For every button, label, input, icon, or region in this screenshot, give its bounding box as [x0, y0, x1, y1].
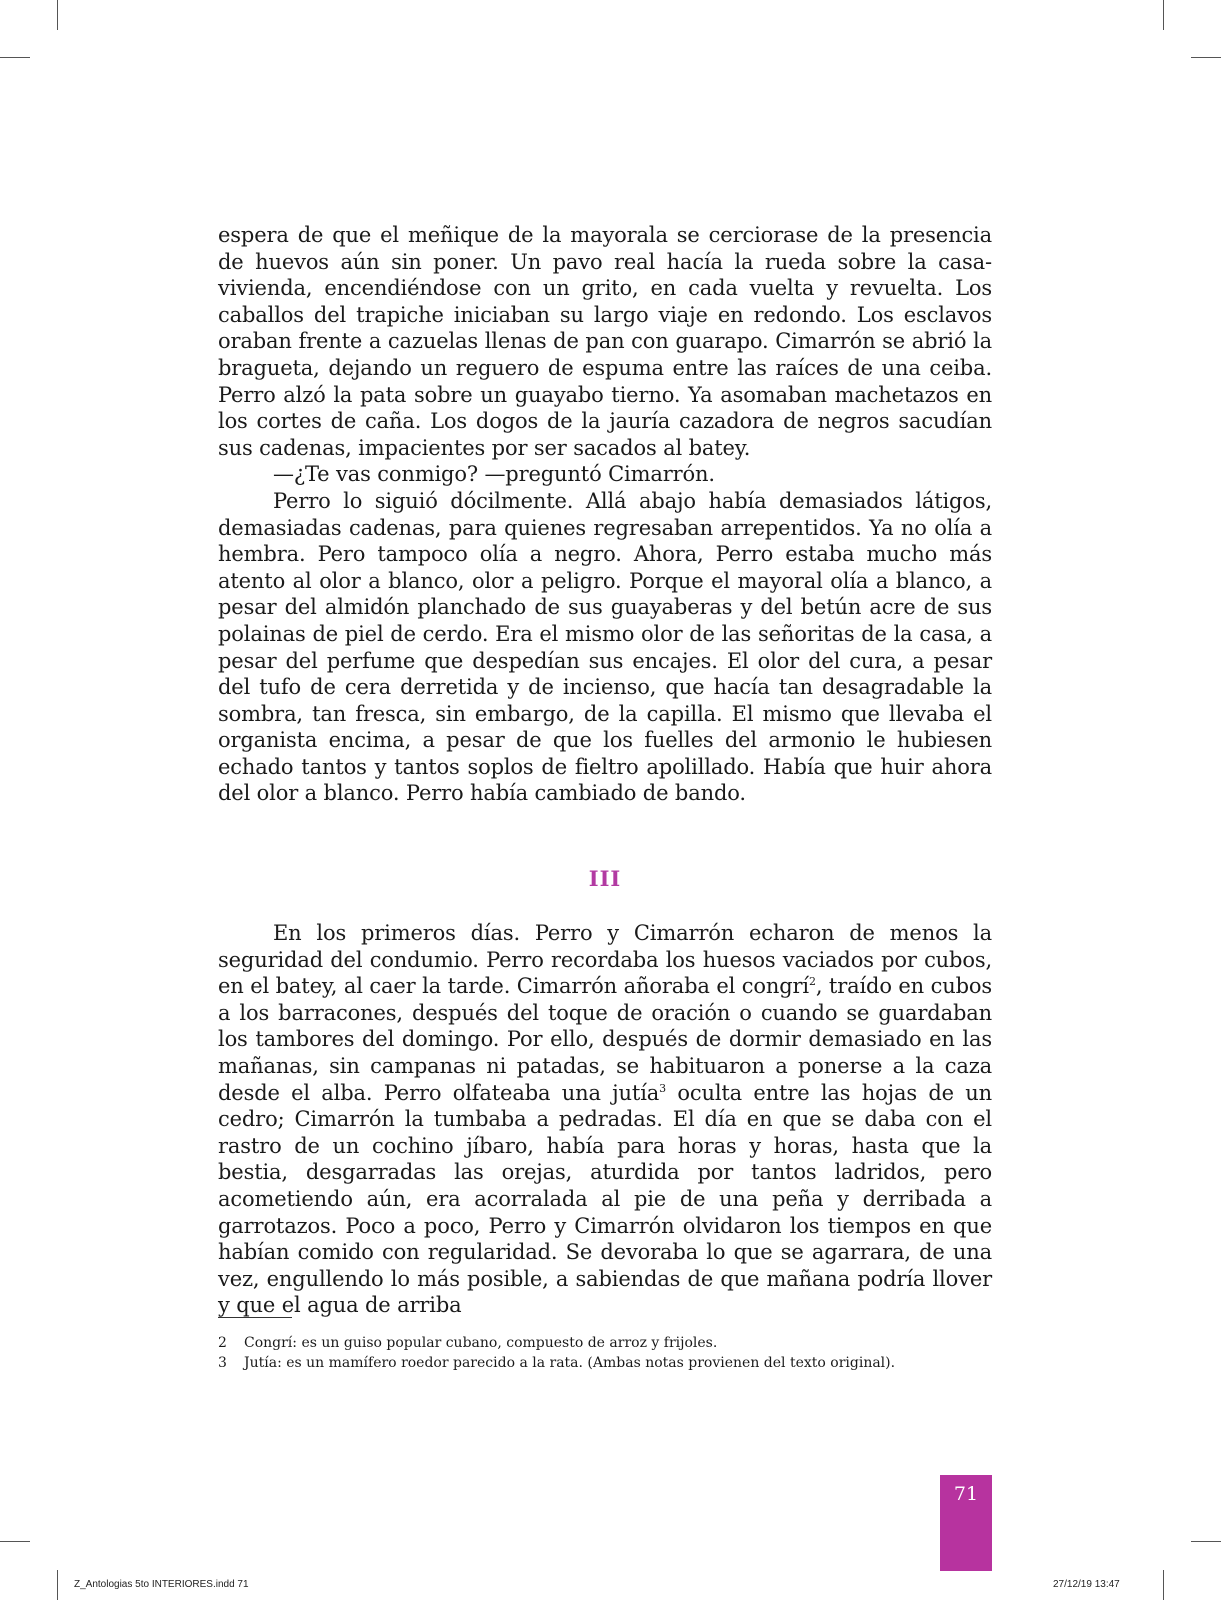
page-number: 71 — [953, 1483, 979, 1505]
paragraph-continued: espera de que el meñique de la mayorala se cerciorase de la presencia de huevos aún sin poner. Un pavo real hacía la rueda sobre la casa-vivienda, encendiéndose con un grito, en cada vuelta y revuelta. Los caballos del trapiche iniciaban su largo viaje en redondo. Los esclavos oraban frente a cazuelas llenas de pan con guarapo. Cimarrón se abrió la bragueta, dejando un reguero de espuma entre las raíces de una ceiba. Perro alzó la pata sobre un guayabo tierno. Ya asomaban machetazos en los cortes de caña. Los dogos de la jauría cazadora de negros sacudían sus cadenas, impacientes por ser sacados al batey. — [218, 223, 992, 460]
body-text-before-section — [218, 222, 992, 807]
crop-mark-bottom-right-h — [1191, 1541, 1221, 1542]
section-text-part-1: En los primeros días. Perro y Cimarrón echaron de menos la seguridad del condumio. Perro recordaba los huesos vaciados por cubos, en el batey, al caer la tarde. Cimarrón añoraba el congrí — [218, 921, 992, 999]
slug-filename: Z_Antologias 5to INTERIORES.indd 71 — [74, 1579, 249, 1590]
footnote-number: 3 — [218, 1355, 227, 1371]
paragraph: Perro lo siguió dócilmente. Allá abajo había demasiados látigos, demasiadas cadenas, para quienes regresaban arrepentidos. Ya no olía a hembra. Pero tampoco olía a negro. Ahora, Perro estaba mucho más atento al olor a blanco, olor a peligro. Porque el mayoral olía a blanco, a pesar del almidón planchado de sus guayaberas y del betún acre de sus polainas de piel de cerdo. Era el mismo olor de las señoritas de la casa, a pesar del perfume que despedían sus encajes. El olor del cura, a pesar del tufo de cera derretida y de incienso, que hacía tan desagradable la sombra, tan fresca, sin embargo, de la capilla. El mismo que llevaba el organista encima, a pesar de que los fuelles del armonio le hubiesen echado tantos y tantos soplos de fieltro apolillado. Había que huir ahora del olor a blanco. Perro había cambiado de bando. — [218, 488, 992, 806]
footnote-item — [218, 1353, 998, 1373]
footnote-ref-2: 2 — [808, 975, 816, 989]
footnote-text: Congrí: es un guiso popular cubano, compuesto de arroz y frijoles. — [244, 1335, 718, 1351]
crop-mark-bottom-left — [57, 1570, 58, 1600]
crop-mark-top-right — [1163, 0, 1164, 30]
crop-mark-bottom-left-h — [0, 1541, 30, 1542]
footnote-text: Jutía: es un mamífero roedor parecido a la rata. (Ambas notas provienen del texto original). — [244, 1355, 896, 1371]
footnotes — [218, 1333, 998, 1373]
section-heading: III — [588, 866, 622, 891]
footnote-ref-3: 3 — [659, 1081, 666, 1095]
crop-mark-bottom-right — [1163, 1570, 1164, 1600]
page-number-tab — [940, 1475, 992, 1571]
crop-mark-top-left-h — [0, 57, 30, 58]
dialogue-line: —¿Te vas conmigo? —preguntó Cimarrón. — [273, 462, 715, 487]
footnote-divider — [218, 1317, 292, 1318]
section-text-part-2: , traído en cubos a los barracones, después del toque de oración o cuando se guardaban los tambores del domingo. Por ello, después de dormir demasiado en las mañanas, sin campanas ni patadas, se habituaron a ponerse a la caza desde el alba. Perro olfateaba una jutía — [218, 974, 992, 1105]
footnote-number: 2 — [218, 1335, 227, 1351]
section-text-part-3: oculta entre las hojas de un cedro; Cimarrón la tumbaba a pedradas. El día en que se daba con el rastro de un cochino jíbaro, había para horas y horas, hasta que la bestia, desgarradas las orejas, aturdida por tantos ladridos, pero acometiendo aún, era acorralada al pie de una peña y derribada a garrotazos. Poco a poco, Perro y Cimarrón olvidaron los tiempos en que habían comido con regularidad. Se devoraba lo que se agarrara, de una vez, engullendo lo más posible, a sabiendas de que mañana podría llover y que el agua de arriba — [218, 1080, 992, 1318]
footnote-item — [218, 1333, 998, 1353]
slug-date: 27/12/19 13:47 — [1053, 1579, 1120, 1590]
crop-mark-top-left — [57, 0, 58, 30]
section-paragraph — [218, 920, 992, 1319]
crop-mark-top-right-h — [1191, 57, 1221, 58]
body-text-section-iii — [218, 920, 992, 1319]
